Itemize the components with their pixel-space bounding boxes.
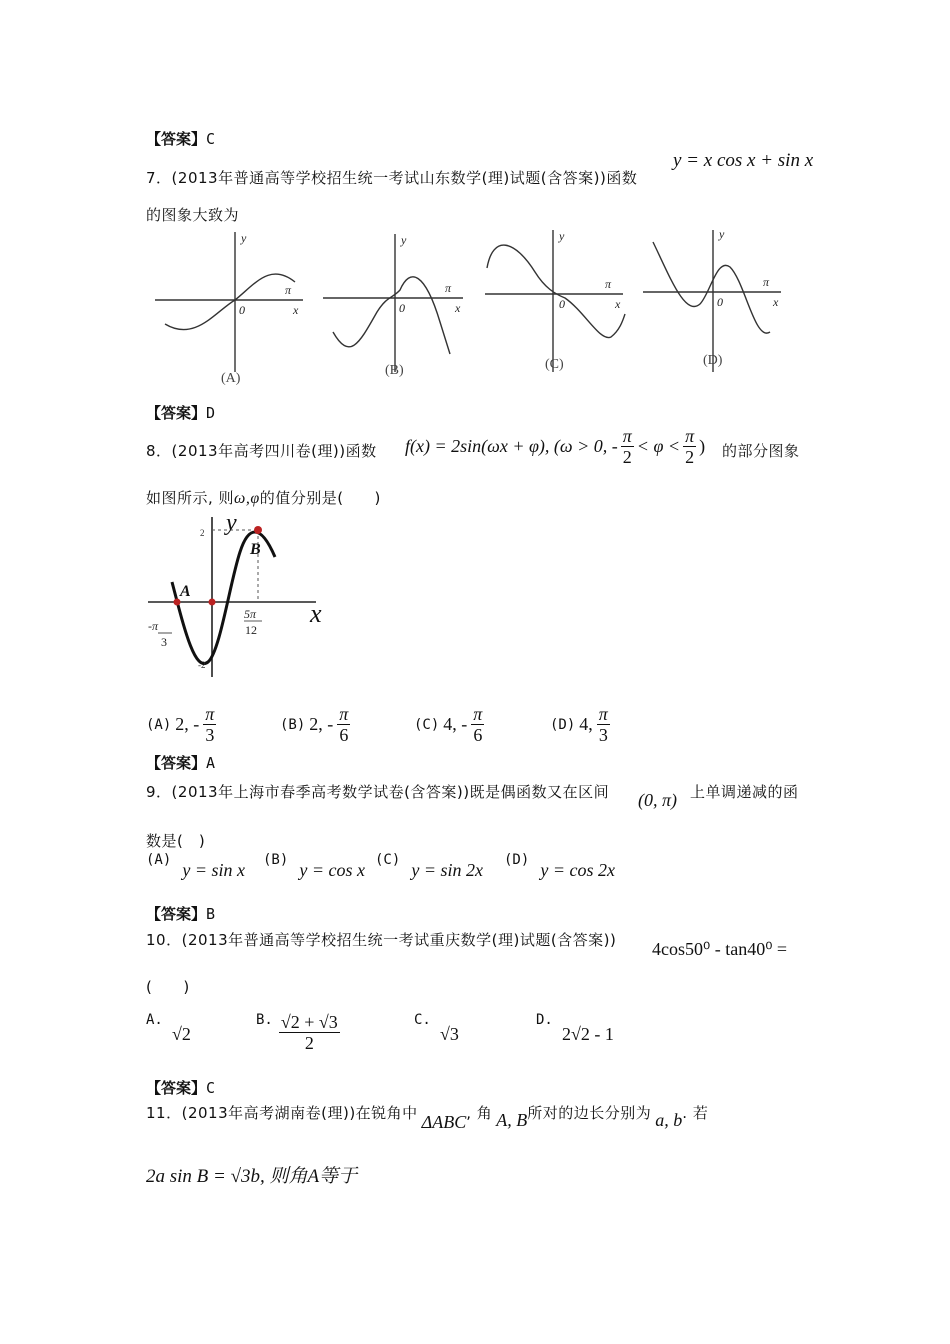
fraction-num: √2 + √3 — [280, 1012, 338, 1032]
text: 如图所示, 则 — [146, 489, 235, 507]
text: 11．(2013年高考湖南卷(理))在锐角中 — [146, 1104, 418, 1122]
graph-caption: (C) — [545, 357, 564, 372]
graph-caption: (D) — [703, 353, 723, 368]
pi-label: π — [445, 281, 452, 295]
fraction — [203, 704, 216, 745]
tick-label: 5π — [244, 607, 257, 621]
question-9-options — [146, 852, 646, 882]
tick-label: -2 — [198, 660, 206, 670]
answer-value: D — [206, 404, 216, 422]
answer-label: 【答案】 — [146, 754, 207, 772]
question-7-stem: 7．(2013年普通高等学校招生统一考试山东数学(理)试题(含答案))函数 — [146, 169, 638, 187]
option-b[interactable] — [256, 1012, 340, 1053]
option-value: 4, — [579, 714, 593, 734]
graph-caption: (A) — [221, 371, 241, 386]
fraction-num: π — [685, 426, 695, 446]
fraction-num: π — [473, 704, 483, 724]
origin-label: 0 — [717, 295, 723, 309]
question-7-graphs — [145, 222, 810, 390]
option-a[interactable] — [146, 852, 246, 880]
option-c[interactable] — [414, 1012, 459, 1044]
vars: a, b — [655, 1110, 683, 1130]
question-9-stem: 9．(2013年上海市春季高考数学试卷(含答案))既是偶函数又在区间 — [146, 783, 610, 801]
question-8-options — [146, 704, 826, 750]
text: . 若 — [682, 1104, 709, 1122]
question-9-interval: (0, π) — [638, 790, 678, 810]
option-b[interactable] — [263, 852, 366, 880]
option-d[interactable] — [550, 704, 610, 745]
point-label: A — [180, 583, 191, 600]
option-label: (B) — [280, 716, 306, 733]
question-7-line2: 的图象大致为 — [146, 206, 240, 224]
answer-label: 【答案】 — [146, 130, 207, 148]
formula-part: f(x) = 2sin(ωx + φ), (ω > 0, - — [405, 436, 618, 456]
option-a[interactable] — [146, 704, 216, 745]
option-label: D. — [536, 1012, 553, 1028]
fraction-den: 2 — [685, 447, 695, 467]
option-label: (C) — [414, 716, 440, 733]
origin-label: 0 — [559, 297, 565, 311]
option-label: (C) — [375, 852, 401, 868]
option-value: 2√2 - 1 — [561, 1024, 614, 1044]
option-value: √2 — [171, 1024, 191, 1044]
option-value: y = cos 2x — [540, 860, 616, 880]
tick-label: 2 — [200, 528, 205, 538]
question-10-stem: 10．(2013年普通高等学校招生统一考试重庆数学(理)试题(含答案)) — [146, 931, 617, 949]
graph-caption: (B) — [385, 363, 404, 378]
question-10-line2: ( ) — [146, 978, 190, 996]
option-value: 4, - — [443, 714, 468, 734]
fraction — [621, 426, 634, 467]
axis-label: y — [719, 227, 725, 241]
answer-line — [146, 903, 215, 924]
option-value: y = sin x — [182, 860, 246, 880]
question-9-line2: 数是( ) — [146, 832, 206, 850]
question-8-stem: 8．(2013年高考四川卷(理))函数 — [146, 442, 377, 460]
fraction — [279, 1012, 340, 1053]
option-d[interactable] — [536, 1012, 614, 1044]
fraction-den: 2 — [304, 1033, 314, 1053]
tick-label: 3 — [161, 635, 167, 649]
option-c[interactable] — [414, 704, 484, 745]
answer-value: C — [206, 1079, 216, 1097]
option-label: (D) — [504, 852, 530, 868]
option-label: B. — [256, 1012, 273, 1028]
option-label: (A) — [146, 852, 172, 868]
fraction-den: 6 — [339, 725, 349, 745]
fraction-den: 2 — [622, 447, 632, 467]
text: 所对的边长分别为 — [527, 1104, 652, 1122]
question-11-line2: 2a sin B = √3b, 则角A等于 — [146, 1166, 358, 1187]
fraction — [337, 704, 350, 745]
question-8-line2 — [146, 487, 381, 508]
fraction — [683, 426, 696, 467]
fraction-den: 6 — [473, 725, 483, 745]
axis-label: x — [310, 599, 322, 628]
tick-label: 12 — [245, 623, 257, 637]
fraction-num: π — [598, 704, 608, 724]
answer-line — [146, 1077, 215, 1098]
fraction-num: π — [339, 704, 349, 724]
option-value: √3 — [439, 1024, 459, 1044]
option-value: 2, - — [309, 714, 334, 734]
vars: ω,φ — [234, 490, 260, 507]
option-value: 2, - — [175, 714, 200, 734]
tick-label: -π — [148, 619, 159, 633]
answer-value: C — [206, 130, 216, 148]
option-b[interactable] — [280, 704, 350, 745]
question-9-suffix: 上单调递减的函 — [690, 783, 799, 801]
vars: A, B — [496, 1110, 528, 1130]
axis-label: x — [455, 301, 461, 315]
question-8-graph — [140, 512, 340, 682]
axis-label: y — [559, 229, 565, 243]
answer-line — [146, 752, 215, 773]
question-8-formula — [405, 426, 705, 467]
option-label: (B) — [263, 852, 289, 868]
option-c[interactable] — [375, 852, 484, 880]
formula-part: ) — [699, 436, 706, 456]
pi-label: π — [605, 277, 612, 291]
axis-label: x — [615, 297, 621, 311]
option-value: y = cos x — [299, 860, 366, 880]
fraction — [597, 704, 610, 745]
option-d[interactable] — [504, 852, 616, 880]
fraction-den: 3 — [598, 725, 608, 745]
origin-label: 0 — [239, 303, 245, 317]
answer-label: 【答案】 — [146, 404, 207, 422]
option-label: (D) — [550, 716, 576, 733]
pi-label: π — [285, 283, 292, 297]
axis-label: y — [241, 231, 247, 245]
axis-label: x — [293, 303, 299, 317]
axis-label: x — [773, 295, 779, 309]
option-label: A. — [146, 1012, 163, 1028]
fraction-den: 3 — [205, 725, 215, 745]
axis-label: y — [401, 233, 407, 247]
pi-label: π — [763, 275, 770, 289]
question-11-stem — [146, 1102, 709, 1132]
option-a[interactable] — [146, 1012, 191, 1044]
axis-label: y — [226, 512, 237, 536]
formula-part: < φ < — [636, 436, 681, 456]
answer-label: 【答案】 — [146, 905, 207, 923]
triangle-symbol: ΔABC — [421, 1112, 467, 1132]
fraction-num: π — [622, 426, 632, 446]
fraction — [471, 704, 484, 745]
question-8-suffix: 的部分图象 — [722, 442, 800, 460]
answer-value: B — [206, 905, 216, 923]
answer-line — [146, 402, 215, 423]
point-label: B — [250, 541, 261, 558]
text: 的值分别是( ) — [259, 489, 381, 507]
option-value: y = sin 2x — [411, 860, 484, 880]
question-7-formula: y = x cos x + sin x — [673, 150, 814, 171]
answer-label: 【答案】 — [146, 1079, 207, 1097]
fraction-num: π — [205, 704, 215, 724]
question-10-formula: 4cos50⁰ - tan40⁰ = — [652, 939, 788, 959]
answer-value: A — [206, 754, 216, 772]
option-label: C. — [414, 1012, 431, 1028]
answer-line — [146, 128, 215, 149]
question-10-options — [146, 1012, 646, 1068]
text: , 角 — [466, 1104, 493, 1122]
origin-label: 0 — [399, 301, 405, 315]
option-label: (A) — [146, 716, 172, 733]
